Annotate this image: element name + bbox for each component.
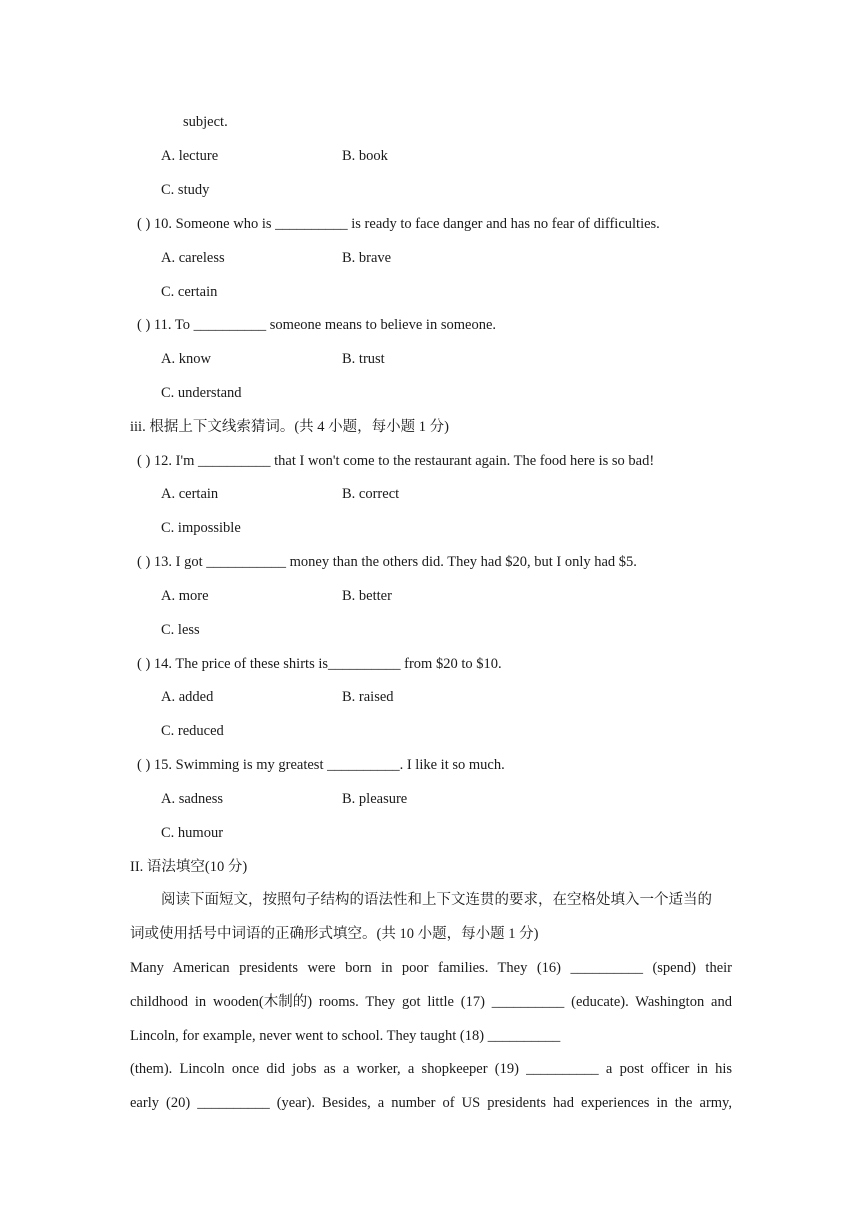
passage-text: early (20) __________ (year). Besides, a number of US presidents had experiences in the army, [130, 1095, 732, 1111]
question-13: ( ) 13. I got ___________ money than the others did. They had $20, but I only had $5. [137, 554, 637, 570]
passage-line-5 [130, 1093, 732, 1113]
q11-option-c: C. understand [161, 385, 242, 401]
q9-option-b: B. book [342, 148, 388, 164]
q11-option-b: B. trust [342, 351, 385, 367]
passage-line-1 [130, 958, 732, 978]
q12-option-a: A. certain [161, 486, 219, 502]
question-10: ( ) 10. Someone who is __________ is ready to face danger and has no fear of difficulties. [137, 216, 660, 232]
q15-option-b: B. pleasure [342, 791, 408, 807]
passage-text: childhood in wooden(木制的) rooms. They got little (17) __________ (educate). Washington and [130, 994, 732, 1010]
q15-option-a: A. sadness [161, 791, 224, 807]
passage-line-2 [130, 992, 732, 1012]
q10-option-a: A. careless [161, 250, 225, 266]
q13-option-c: C. less [161, 622, 200, 638]
q10-option-c: C. certain [161, 284, 218, 300]
question-12: ( ) 12. I'm __________ that I won't come to the restaurant again. The food here is so bad! [137, 453, 655, 469]
section-II-heading: II. 语法填空(10 分) [130, 859, 248, 875]
passage-text: Many American presidents were born in poor families. They (16) __________ (spend) their [130, 960, 732, 976]
q9-option-c: C. study [161, 182, 210, 198]
section-iii-heading: iii. 根据上下文线索猜词。(共 4 小题，每小题 1 分) [130, 419, 449, 435]
passage-line-4 [130, 1059, 732, 1079]
passage-text: (them). Lincoln once did jobs as a worker, a shopkeeper (19) __________ a post officer in his [130, 1061, 732, 1077]
q9-option-a: A. lecture [161, 148, 219, 164]
q14-option-c: C. reduced [161, 723, 224, 739]
question-11: ( ) 11. To __________ someone means to believe in someone. [137, 317, 497, 333]
instructions-line-1: 阅读下面短文，按照句子结构的语法性和上下文连贯的要求，在空格处填入一个适当的 [161, 892, 712, 908]
q12-option-b: B. correct [342, 486, 400, 502]
q13-option-a: A. more [161, 588, 209, 604]
q14-option-a: A. added [161, 689, 214, 705]
q11-option-a: A. know [161, 351, 211, 367]
question-15: ( ) 15. Swimming is my greatest __________. I like it so much. [137, 757, 505, 773]
q12-option-c: C. impossible [161, 520, 241, 536]
q10-option-b: B. brave [342, 250, 392, 266]
q14-option-b: B. raised [342, 689, 394, 705]
q15-option-c: C. humour [161, 825, 224, 841]
instructions-line-2: 词或使用括号中词语的正确形式填空。(共 10 小题，每小题 1 分) [130, 926, 539, 942]
passage-line-3: Lincoln, for example, never went to school. They taught (18) __________ [130, 1028, 561, 1044]
question-9-tail: subject. [183, 114, 228, 130]
question-14: ( ) 14. The price of these shirts is__________ from $20 to $10. [137, 656, 502, 672]
q13-option-b: B. better [342, 588, 392, 604]
